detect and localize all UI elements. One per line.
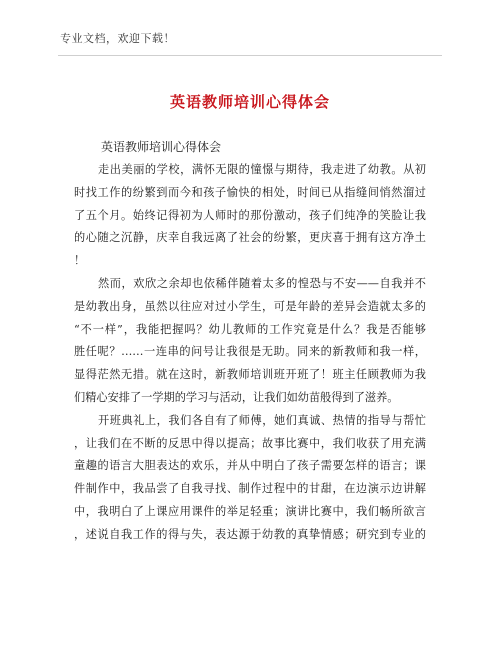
document-subtitle: 英语教师培训心得体会 xyxy=(101,140,222,154)
body-line: 开班典礼上，我们各自有了师傅，她们真诚、热情的指导与帮忙 xyxy=(98,413,426,427)
body-line: ，述说自我工作的得与失，表达源于幼教的真挚情感；研究到专业的 xyxy=(74,527,426,541)
body-line: 件制作中，我品尝了自我寻找、制作过程中的甘甜，在边演示边讲解 xyxy=(74,482,426,496)
body-line: 们精心安排了一学期的学习与活动，让我们如幼苗般得到了滋养。 xyxy=(74,390,399,404)
body-line: 时找工作的纷繁到而今和孩子愉快的相处，时间已从指缝间悄然溜过 xyxy=(74,185,426,199)
body-line: 胜任呢？……一连串的问号让我很是无助。同来的新教师和我一样， xyxy=(74,345,426,359)
body-line: 是幼教出身，虽然以往应对过小学生，可是年龄的差异会造就太多的 xyxy=(74,299,426,313)
header-divider xyxy=(58,55,442,56)
body-line: 童趣的语言大胆表达的欢乐，并从中明白了孩子需要怎样的语言；课 xyxy=(74,459,426,473)
body-line: “不一样”，我能把握吗？幼儿教师的工作究竟是什么？我是否能够 xyxy=(74,322,426,336)
document-title: 英语教师培训心得体会 xyxy=(169,93,330,111)
body-line: 中，我明白了上课应用课件的举足轻重；演讲比赛中，我们畅所欲言 xyxy=(74,504,426,518)
body-line: 然而，欢欣之余却也依稀伴随着太多的惶恐与不安——自我并不 xyxy=(98,276,426,290)
document-body xyxy=(74,159,426,547)
body-line: 走出美丽的学校，满怀无限的憧憬与期待，我走进了幼教。从初 xyxy=(98,163,426,176)
body-line: 的心随之沉静，庆幸自我远离了社会的纷繁，更庆喜于拥有这方净土 xyxy=(74,231,426,245)
body-line: ，让我们在不断的反思中得以提高；故事比赛中，我们收获了用充满 xyxy=(74,436,426,450)
header-note: 专业文档，欢迎下载！ xyxy=(60,32,175,45)
body-line: ！ xyxy=(74,254,86,268)
body-line: 显得茫然无措。就在这时，新教师培训班开班了！班主任顾教师为我 xyxy=(74,368,426,382)
body-line: 了五个月。始终记得初为人师时的那份激动，孩子们纯净的笑脸让我 xyxy=(74,208,426,222)
